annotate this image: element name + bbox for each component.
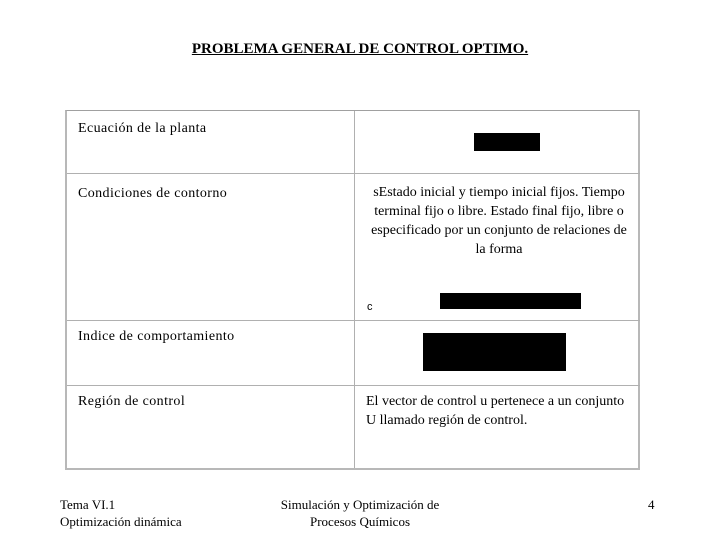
row-divider (67, 385, 640, 386)
row-divider (67, 320, 640, 321)
redacted-index (423, 333, 566, 371)
problem-table (65, 110, 640, 470)
row-label-plant-equation: Ecuación de la planta (78, 121, 207, 136)
row-label-performance-index: Indice de comportamiento (78, 329, 235, 344)
row-divider (67, 173, 640, 174)
column-divider (354, 111, 355, 468)
footer-course-2: Procesos Químicos (309, 514, 411, 529)
redacted-relations (440, 293, 581, 309)
page-title: PROBLEMA GENERAL DE CONTROL OPTIMO. (191, 41, 529, 57)
control-region-text: El vector de control u pertenece a un conjunto U llamado región de control. (366, 394, 625, 428)
footer-topic: Tema VI.1 (60, 497, 116, 512)
footer-course: Simulación y Optimización de (280, 497, 440, 512)
page-number: 4 (648, 497, 655, 512)
footer-subject: Optimización dinámica (60, 514, 182, 529)
boundary-conditions-text: sEstado inicial y tiempo inicial fijos. Tiempo terminal fijo o libre. Estado final fijo, libre o especificado por un conjunto de relaciones de la forma (371, 185, 627, 257)
redacted-equation (474, 133, 540, 151)
row-label-control-region: Región de control (78, 394, 186, 409)
footer-center (260, 496, 460, 530)
equation-marker: c (367, 301, 373, 313)
footer-left (60, 496, 182, 530)
row-label-boundary-conditions: Condiciones de contorno (78, 186, 228, 201)
